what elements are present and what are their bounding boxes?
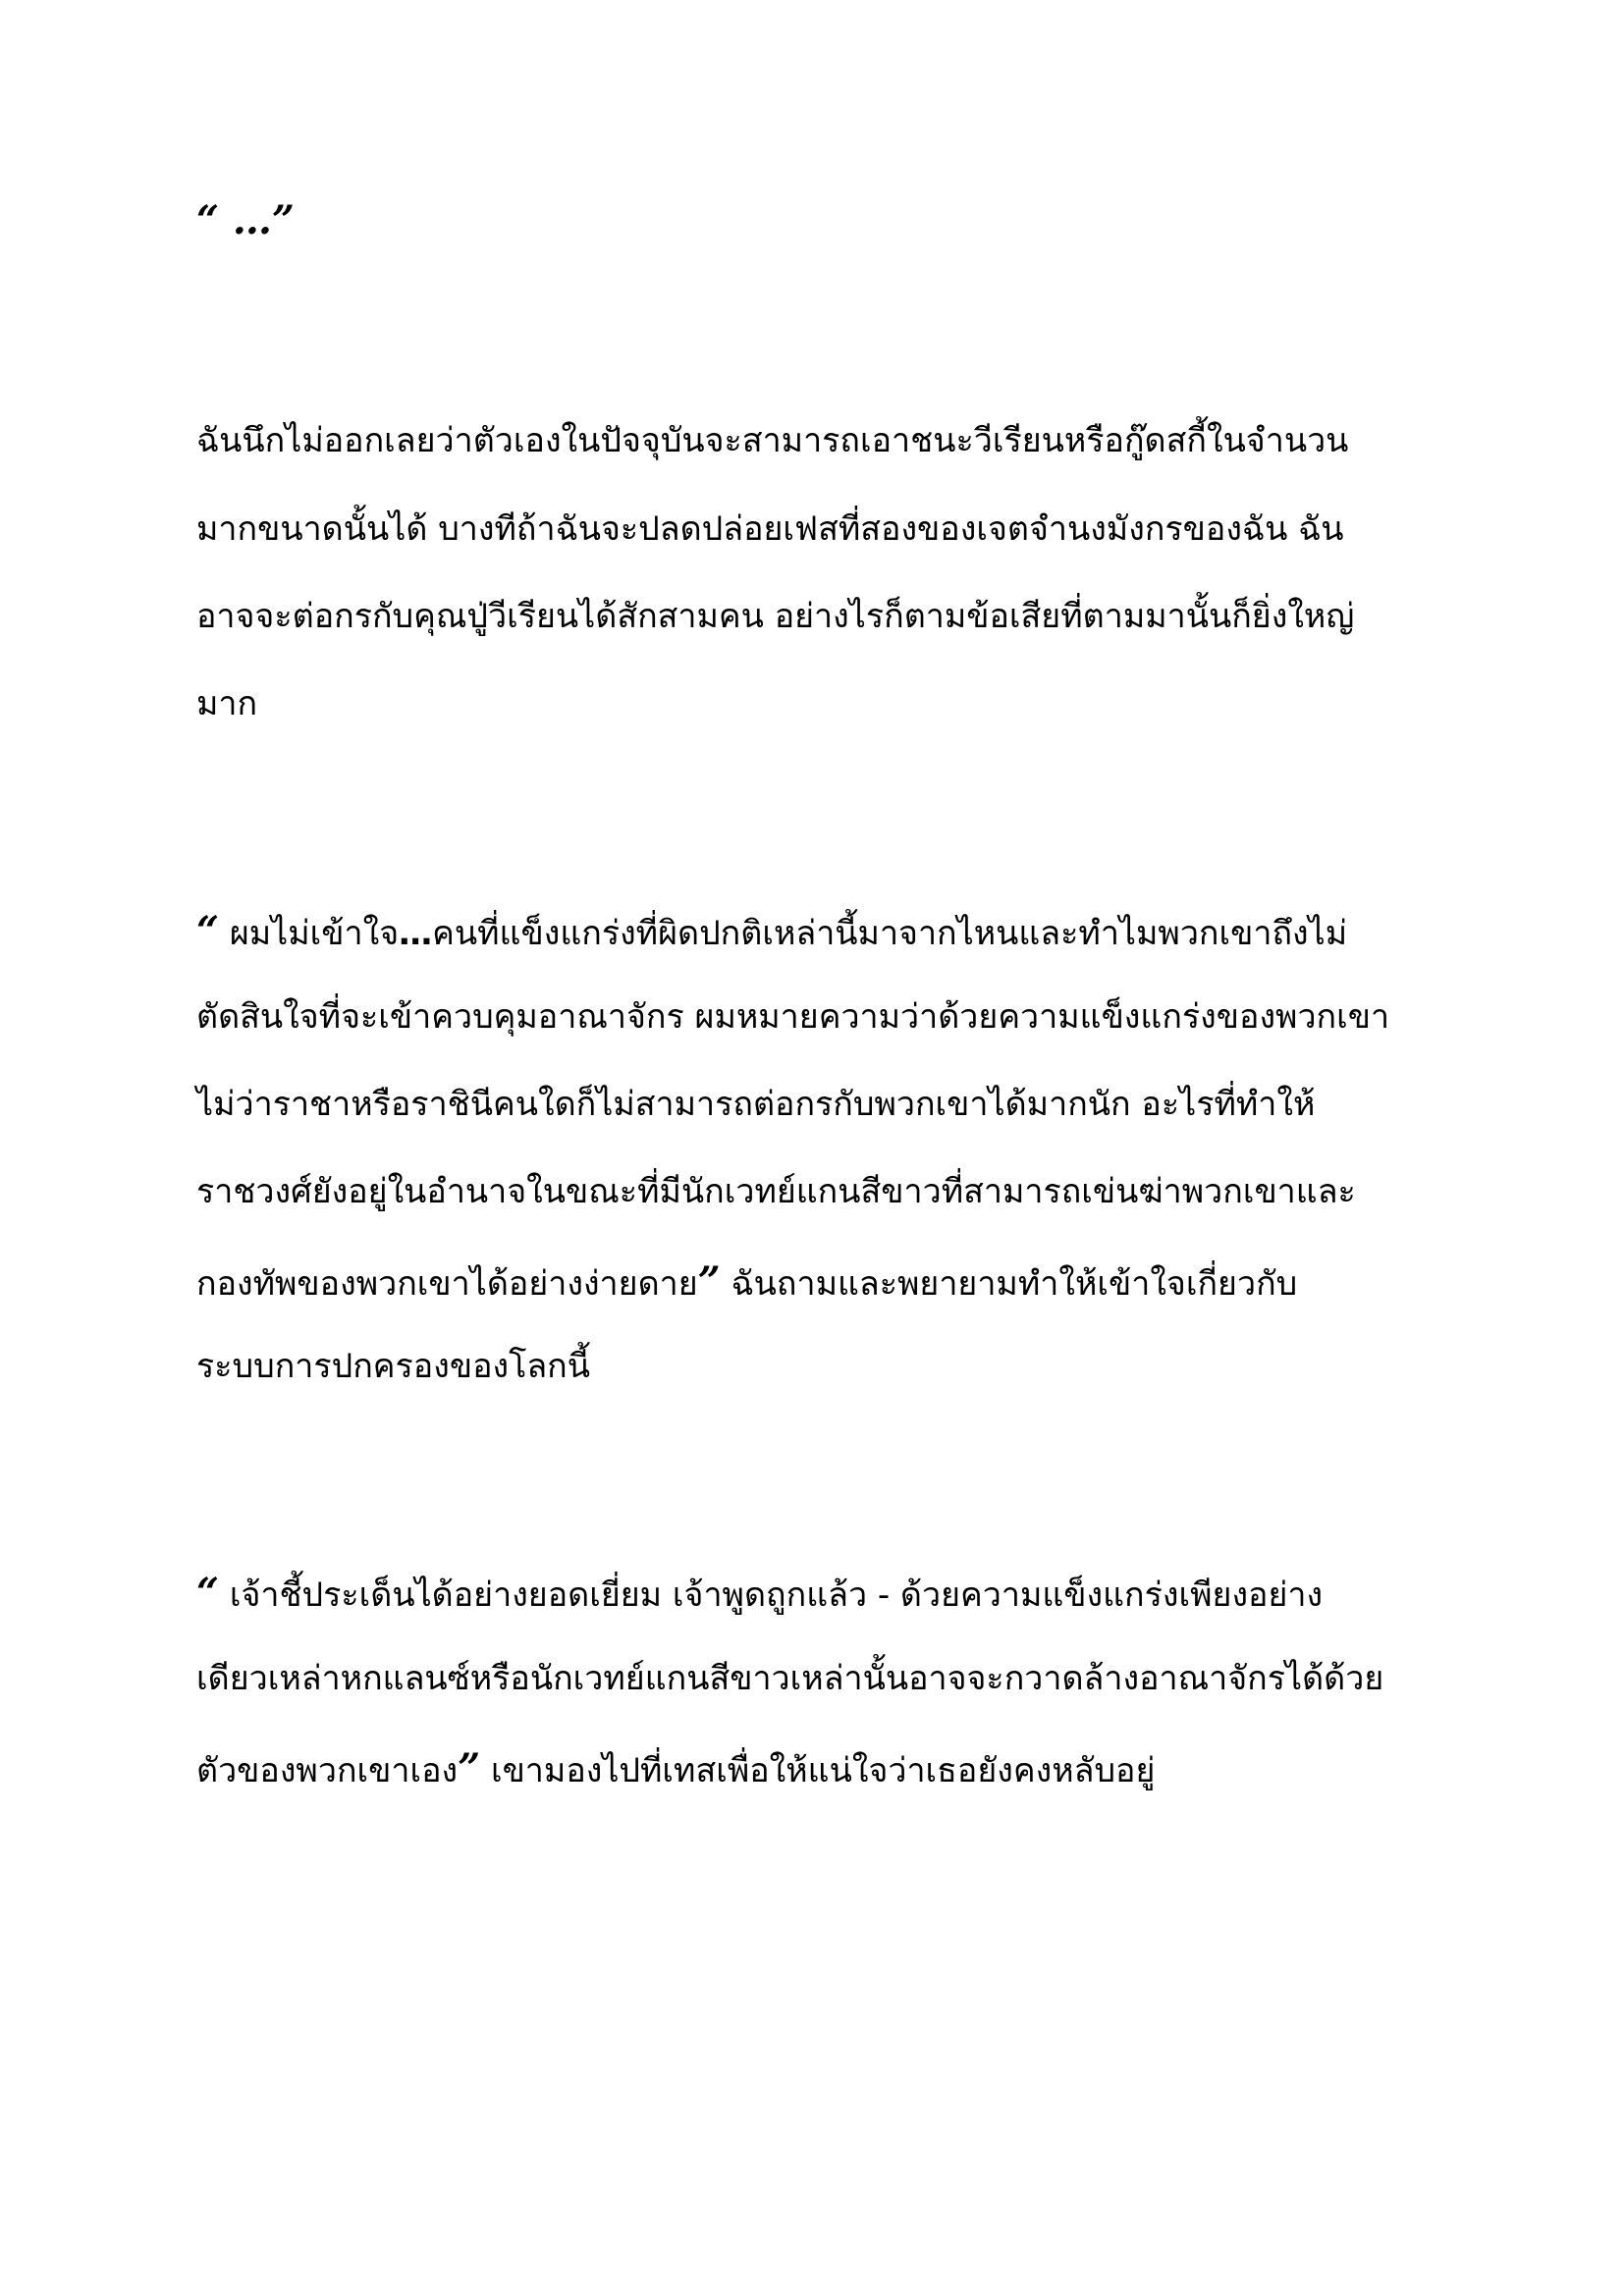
close-quote-mark: ” [697,1258,721,1305]
paragraph-3-line-3-text-a: ตัวของพวกเขาเอง [196,1751,459,1790]
paragraph-2-line-5 [196,1258,1298,1305]
paragraph-1-line-1: ฉันนึกไม่ออกเลยว่าตัวเองในปัจจุบันจะสามารถเอาชนะวีเรียนหรือกู๊ดสกี้ในจำนวน [196,421,1349,460]
paragraph-3-line-3-text-b: เขามองไปที่เทสเพื่อให้แน่ใจว่าเธอยังคงหลับอยู่ [480,1751,1156,1790]
paragraph-2-ellipsis: … [399,914,433,953]
open-quote-mark: “ [196,1570,220,1616]
paragraph-1-line-4: มาก [196,684,258,723]
paragraph-1-line-2: มากขนาดนั้นได้ บางทีถ้าฉันจะปลดปล่อยเฟสที่สองของเจตจำนงมังกรของฉัน ฉัน [196,509,1344,549]
paragraph-2-line-1-text-a: ผมไม่เข้าใจ [219,914,400,953]
paragraph-3-line-3 [196,1745,1156,1791]
opening-quote: “ …” [196,197,295,243]
paragraph-2-line-4: ราชวงศ์ยังอยู่ในอำนาจในขณะที่มีนักเวทย์แกนสีขาวที่สามารถเข่นฆ่าพวกเขาและ [196,1172,1356,1211]
paragraph-3-line-2: เดียวเหล่าหกแลนซ์หรือนักเวทย์แกนสีขาวเหล่านั้นอาจจะกวาดล้างอาณาจักรได้ด้วย [196,1659,1384,1698]
close-quote-mark: ” [458,1745,481,1791]
paragraph-2-line-5-text-b: ฉันถามและพยายามทำให้เข้าใจเกี่ยวกับ [720,1264,1298,1304]
paragraph-1-line-3: อาจจะต่อกรกับคุณปู่วีเรียนได้สักสามคน อย่างไรก็ตามข้อเสียที่ตามมานั้นก็ยิ่งใหญ่ [196,597,1355,636]
paragraph-2-line-2: ตัดสินใจที่จะเข้าควบคุมอาณาจักร ผมหมายความว่าด้วยความแข็งแกร่งของพวกเขา [196,997,1390,1037]
paragraph-2-line-1-text-b: คนที่แข็งแกร่งที่ผิดปกติเหล่านี้มาจากไหนและทำไมพวกเขาถึงไม่ [432,914,1348,953]
paragraph-2-line-3: ไม่ว่าราชาหรือราชินีคนใดก็ไม่สามารถต่อกรกับพวกเขาได้มากนัก อะไรที่ทำให้ [196,1085,1316,1124]
paragraph-2-line-5-text-a: กองทัพของพวกเขาได้อย่างง่ายดาย [196,1264,698,1304]
paragraph-2-line-1 [196,908,1348,954]
paragraph-3-line-1-text: เจ้าชี้ประเด็นได้อย่างยอดเยี่ยม เจ้าพูดถูกแล้ว - ด้วยความแข็งแกร่งเพียงอย่าง [219,1575,1324,1615]
open-quote-mark: “ [196,908,220,954]
paragraph-3-line-1 [196,1570,1324,1616]
paragraph-2-line-6: ระบบการปกครองของโลกนี้ [196,1347,591,1386]
